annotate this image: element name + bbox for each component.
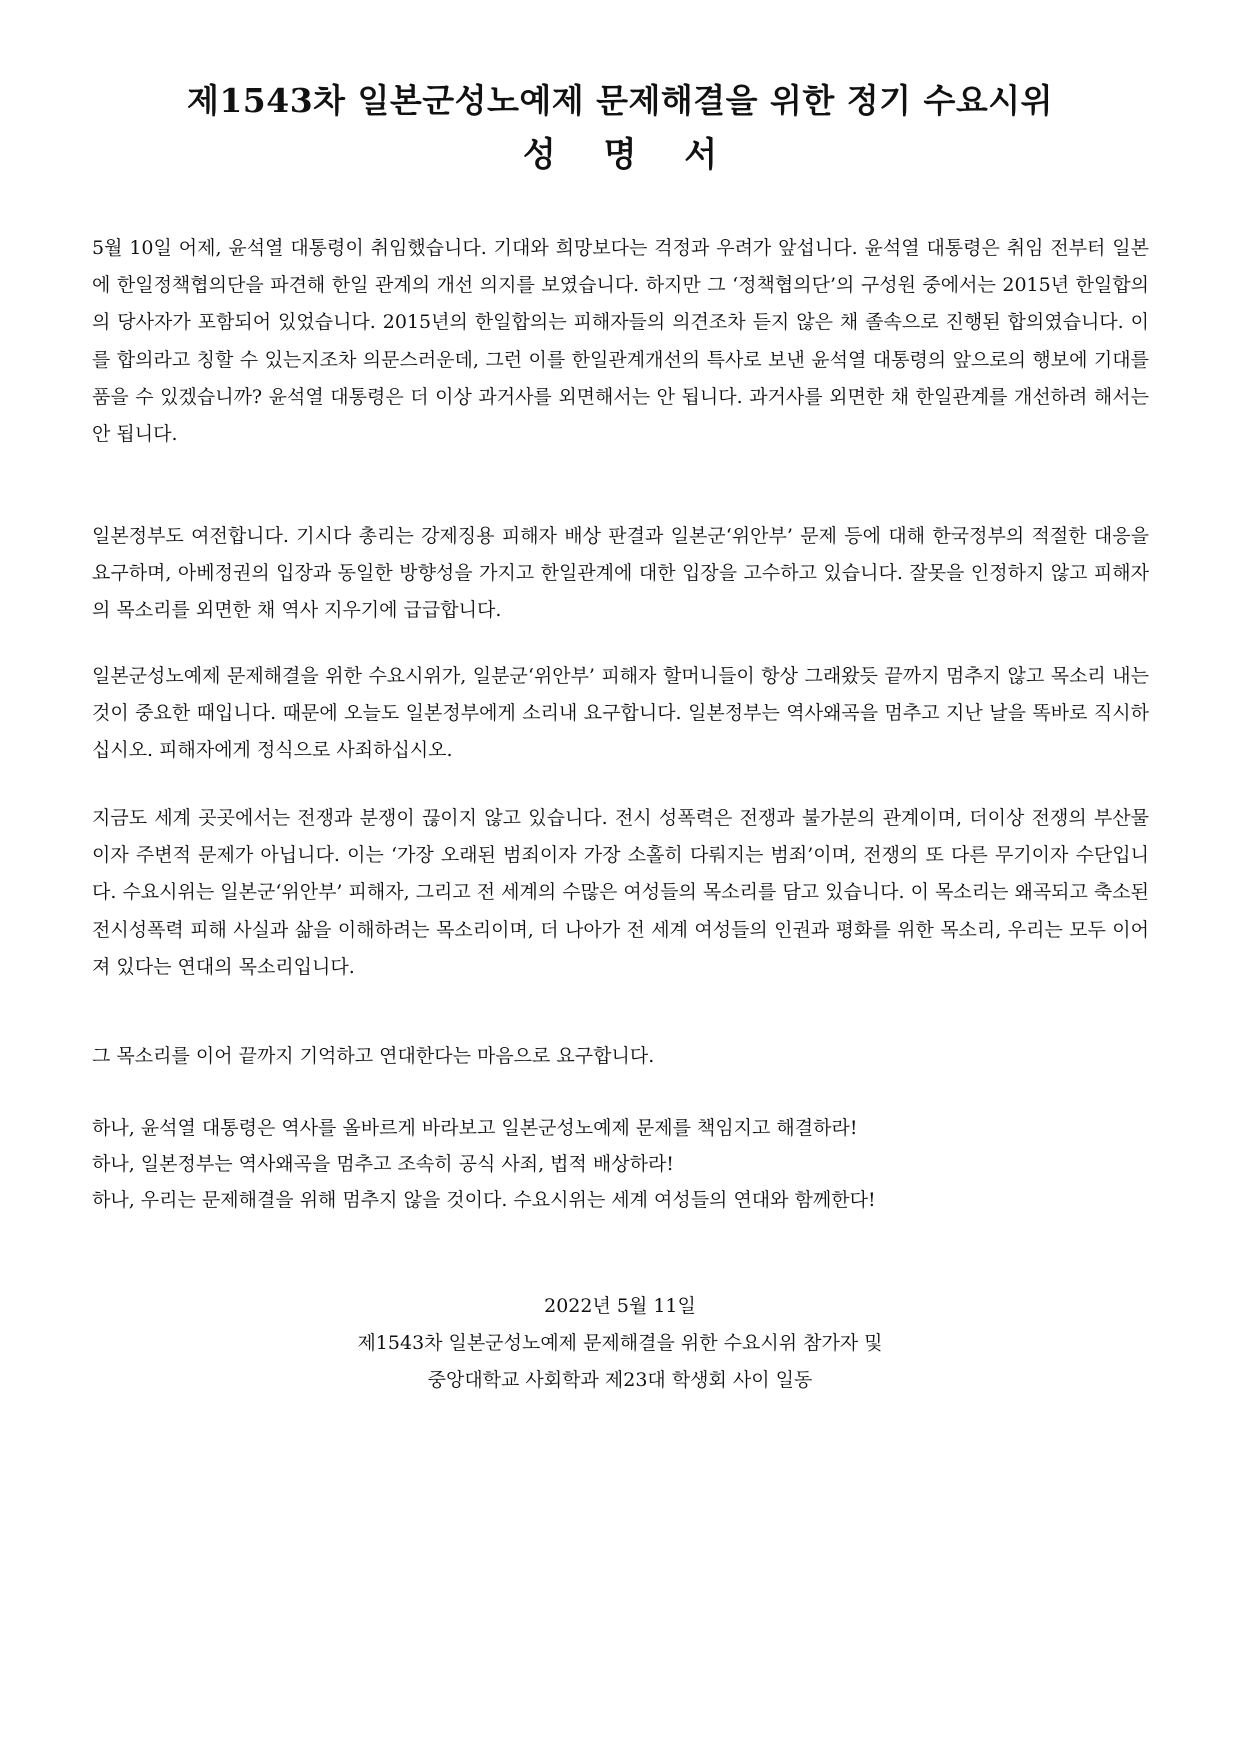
demand-3: 하나, 우리는 문제해결을 위해 멈추지 않을 것이다. 수요시위는 세계 여성들의 연대와 함께한다! <box>92 1189 876 1211</box>
paragraph-3: 일본군성노예제 문제해결을 위한 수요시위가, 일분군‘위안부’ 피해자 할머니들이 항상 그래왔듯 끝까지 멈추지 않고 목소리 내는 것이 중요한 때입니다. 때문에 오늘도 일본정부에게 소리내 요구합니다. 일본정부는 역사왜곡을 멈추고 지난 날을 똑바로 직시하십시오. 피해자에게 정식으로 사죄하십시오. <box>92 665 1149 762</box>
paragraph-1: 5월 10일 어제, 윤석열 대통령이 취임했습니다. 기대와 희망보다는 걱정과 우려가 앞섭니다. 윤석열 대통령은 취임 전부터 일본에 한일정책협의단을 파견해 한일 관계의 개선 의지를 보였습니다. 하지만 그 ‘정책협의단’의 구성원 중에서는 2015년 한일합의의 당사자가 포함되어 있었습니다. 2015년의 한일합의는 피해자들의 의견조차 듣지 않은 채 졸속으로 진행된 합의였습니다. 이를 합의라고 칭할 수 있는지조차 의문스러운데, 그런 이를 한일관계개선의 특사로 보낸 윤석열 대통령의 앞으로의 행보에 기대를 품을 수 있겠습니까? 윤석열 대통령은 더 이상 과거사를 외면해서는 안 됩니다. 과거사를 외면한 채 한일관계를 개선하려 해서는 안 됩니다. <box>92 237 1149 446</box>
paragraph-4: 지금도 세계 곳곳에서는 전쟁과 분쟁이 끊이지 않고 있습니다. 전시 성폭력은 전쟁과 불가분의 관계이며, 더이상 전쟁의 부산물이자 주변적 문제가 아닙니다. 이는 ‘가장 오래된 범죄이자 가장 소홀히 다뤄지는 범죄’이며, 전쟁의 또 다른 무기이자 수단입니다. 수요시위는 일본군‘위안부’ 피해자, 그리고 전 세계의 수많은 여성들의 목소리를 담고 있습니다. 이 목소리는 왜곡되고 축소된 전시성폭력 피해 사실과 삶을 이해하려는 목소리이며, 더 나아가 전 세계 여성들의 인권과 평화를 위한 목소리, 우리는 모두 이어져 있다는 연대의 목소리입니다. <box>92 807 1149 978</box>
signature-line-1: 제1543차 일본군성노예제 문제해결을 위한 수요시위 참가자 및 <box>357 1332 883 1354</box>
document-title: 제1543차 일본군성노예제 문제해결을 위한 정기 수요시위 <box>186 81 1054 120</box>
document-subtitle: 성 명 서 <box>522 135 736 175</box>
demand-2: 하나, 일본정부는 역사왜곡을 멈추고 조속히 공식 사죄, 법적 배상하라! <box>92 1153 674 1175</box>
demand-1: 하나, 윤석열 대통령은 역사를 올바르게 바라보고 일본군성노예제 문제를 책임지고 해결하라! <box>92 1117 858 1139</box>
signature-date: 2022년 5월 11일 <box>544 1295 696 1317</box>
signature-line-2: 중앙대학교 사회학과 제23대 학생회 사이 일동 <box>427 1369 813 1391</box>
title-block <box>0 78 1240 180</box>
paragraph-2: 일본정부도 여전합니다. 기시다 총리는 강제징용 피해자 배상 판결과 일본군‘위안부’ 문제 등에 대해 한국정부의 적절한 대응을 요구하며, 아베정권의 입장과 동일한 방향성을 가지고 한일관계에 대한 입장을 고수하고 있습니다. 잘못을 인정하지 않고 피해자의 목소리를 외면한 채 역사 지우기에 급급합니다. <box>92 525 1149 622</box>
paragraph-5: 그 목소리를 이어 끝까지 기억하고 연대한다는 마음으로 요구합니다. <box>92 1045 655 1067</box>
